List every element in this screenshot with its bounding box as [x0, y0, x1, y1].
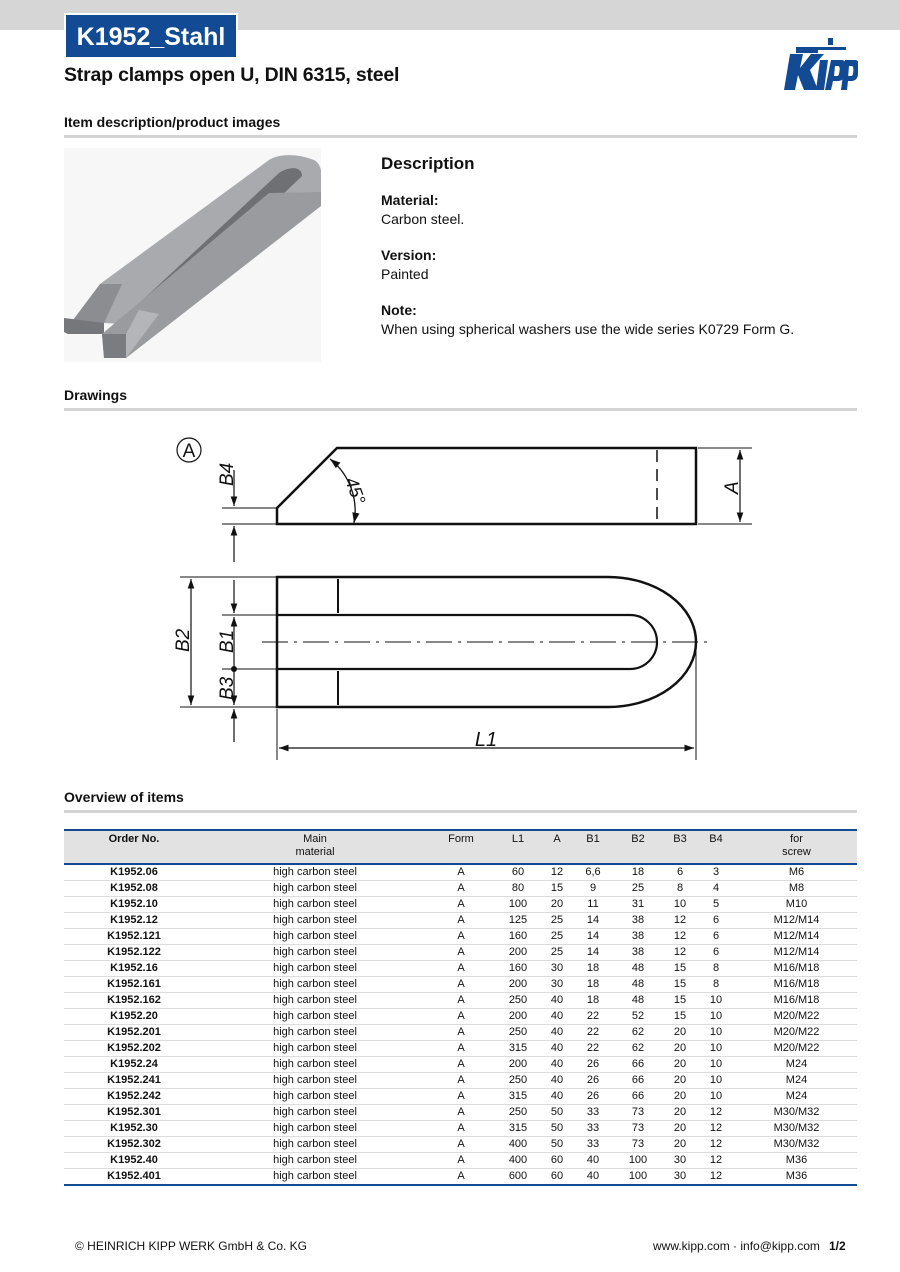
cell-form: A — [426, 993, 496, 1009]
cell-b3: 30 — [664, 1169, 696, 1186]
table-row — [64, 1105, 857, 1121]
cell-l1: 160 — [496, 961, 540, 977]
cell-b2: 66 — [612, 1057, 664, 1073]
cell-b1: 14 — [574, 945, 612, 961]
dim-b3-label: B3 — [217, 676, 238, 700]
cell-form: A — [426, 929, 496, 945]
cell-order-no: K1952.121 — [64, 929, 204, 945]
cell-order-no: K1952.242 — [64, 1089, 204, 1105]
cell-b2: 38 — [612, 913, 664, 929]
section-divider — [64, 135, 857, 138]
cell-material: high carbon steel — [204, 1153, 426, 1169]
cell-b1: 33 — [574, 1137, 612, 1153]
cell-screw: M30/M32 — [736, 1137, 857, 1153]
cell-material: high carbon steel — [204, 864, 426, 881]
material-value: Carbon steel. — [381, 211, 465, 227]
cell-b1: 6,6 — [574, 864, 612, 881]
cell-material: high carbon steel — [204, 961, 426, 977]
cell-b4: 6 — [696, 945, 736, 961]
table-row — [64, 1073, 857, 1089]
col-l1: L1 — [496, 830, 540, 864]
cell-a: 50 — [540, 1105, 574, 1121]
cell-a: 30 — [540, 961, 574, 977]
form-a-label: A — [182, 441, 196, 462]
table-header-row — [64, 830, 857, 864]
table-row — [64, 977, 857, 993]
table-row — [64, 1057, 857, 1073]
cell-b2: 73 — [612, 1137, 664, 1153]
cell-screw: M20/M22 — [736, 1041, 857, 1057]
cell-b1: 40 — [574, 1153, 612, 1169]
cell-a: 40 — [540, 1025, 574, 1041]
cell-screw: M24 — [736, 1073, 857, 1089]
cell-form: A — [426, 1073, 496, 1089]
cell-l1: 60 — [496, 864, 540, 881]
cell-a: 20 — [540, 897, 574, 913]
cell-material: high carbon steel — [204, 1105, 426, 1121]
cell-a: 30 — [540, 977, 574, 993]
table-row — [64, 881, 857, 897]
cell-form: A — [426, 945, 496, 961]
cell-b2: 38 — [612, 945, 664, 961]
cell-material: high carbon steel — [204, 993, 426, 1009]
cell-l1: 200 — [496, 1057, 540, 1073]
cell-screw: M10 — [736, 897, 857, 913]
cell-order-no: K1952.162 — [64, 993, 204, 1009]
cell-b3: 12 — [664, 945, 696, 961]
cell-form: A — [426, 864, 496, 881]
cell-screw: M30/M32 — [736, 1121, 857, 1137]
cell-b4: 8 — [696, 961, 736, 977]
cell-b4: 12 — [696, 1169, 736, 1186]
cell-a: 50 — [540, 1121, 574, 1137]
cell-order-no: K1952.30 — [64, 1121, 204, 1137]
cell-b3: 12 — [664, 929, 696, 945]
col-for-screw: for screw — [736, 830, 857, 864]
cell-b2: 52 — [612, 1009, 664, 1025]
cell-b1: 26 — [574, 1057, 612, 1073]
cell-material: high carbon steel — [204, 1073, 426, 1089]
cell-a: 50 — [540, 1137, 574, 1153]
cell-order-no: K1952.16 — [64, 961, 204, 977]
cell-screw: M6 — [736, 864, 857, 881]
section-heading-drawings: Drawings — [64, 387, 128, 403]
cell-b2: 62 — [612, 1025, 664, 1041]
table-row — [64, 1025, 857, 1041]
cell-a: 25 — [540, 913, 574, 929]
cell-b4: 3 — [696, 864, 736, 881]
page-title: Strap clamps open U, DIN 6315, steel — [64, 64, 400, 86]
cell-b3: 15 — [664, 977, 696, 993]
cell-screw: M20/M22 — [736, 1025, 857, 1041]
cell-material: high carbon steel — [204, 913, 426, 929]
cell-order-no: K1952.08 — [64, 881, 204, 897]
cell-b3: 20 — [664, 1137, 696, 1153]
cell-b3: 8 — [664, 881, 696, 897]
cell-b4: 5 — [696, 897, 736, 913]
cell-b1: 22 — [574, 1009, 612, 1025]
cell-order-no: K1952.161 — [64, 977, 204, 993]
table-row — [64, 1041, 857, 1057]
items-table — [64, 829, 857, 1186]
table-row — [64, 1137, 857, 1153]
table-row — [64, 1089, 857, 1105]
cell-screw: M20/M22 — [736, 1009, 857, 1025]
version-label: Version: — [381, 247, 437, 263]
cell-l1: 250 — [496, 1025, 540, 1041]
cell-a: 60 — [540, 1169, 574, 1186]
cell-l1: 315 — [496, 1041, 540, 1057]
cell-b3: 20 — [664, 1121, 696, 1137]
cell-b4: 10 — [696, 1009, 736, 1025]
cell-a: 15 — [540, 881, 574, 897]
dim-b1-label: B1 — [217, 629, 238, 653]
cell-b2: 100 — [612, 1169, 664, 1186]
cell-screw: M16/M18 — [736, 977, 857, 993]
table-row — [64, 961, 857, 977]
col-a: A — [540, 830, 574, 864]
col-b3: B3 — [664, 830, 696, 864]
description-heading: Description — [381, 154, 475, 173]
cell-b3: 20 — [664, 1057, 696, 1073]
cell-screw: M8 — [736, 881, 857, 897]
cell-material: high carbon steel — [204, 1137, 426, 1153]
cell-b3: 10 — [664, 897, 696, 913]
cell-material: high carbon steel — [204, 929, 426, 945]
cell-screw: M16/M18 — [736, 993, 857, 1009]
cell-form: A — [426, 1137, 496, 1153]
description-panel — [381, 154, 851, 357]
table-row — [64, 993, 857, 1009]
cell-b4: 10 — [696, 993, 736, 1009]
cell-b3: 20 — [664, 1025, 696, 1041]
cell-material: high carbon steel — [204, 945, 426, 961]
table-row — [64, 1009, 857, 1025]
cell-l1: 80 — [496, 881, 540, 897]
cell-b3: 15 — [664, 961, 696, 977]
cell-b1: 40 — [574, 1169, 612, 1186]
cell-b3: 20 — [664, 1073, 696, 1089]
cell-a: 25 — [540, 929, 574, 945]
cell-form: A — [426, 913, 496, 929]
cell-form: A — [426, 1105, 496, 1121]
side-view-outline — [277, 448, 696, 524]
material-label: Material: — [381, 192, 439, 208]
cell-screw: M12/M14 — [736, 929, 857, 945]
cell-material: high carbon steel — [204, 1025, 426, 1041]
cell-a: 40 — [540, 1009, 574, 1025]
cell-b2: 48 — [612, 961, 664, 977]
cell-order-no: K1952.24 — [64, 1057, 204, 1073]
cell-screw: M12/M14 — [736, 945, 857, 961]
cell-b4: 12 — [696, 1121, 736, 1137]
cell-b4: 10 — [696, 1089, 736, 1105]
cell-form: A — [426, 1041, 496, 1057]
kipp-logo-icon — [784, 38, 858, 92]
cell-l1: 200 — [496, 977, 540, 993]
cell-b3: 6 — [664, 864, 696, 881]
dim-l1-label: L1 — [474, 729, 498, 751]
cell-b2: 62 — [612, 1041, 664, 1057]
footer-page-number: 1/2 — [829, 1239, 846, 1253]
cell-screw: M24 — [736, 1089, 857, 1105]
cell-b4: 12 — [696, 1153, 736, 1169]
cell-screw: M24 — [736, 1057, 857, 1073]
cell-b1: 11 — [574, 897, 612, 913]
cell-form: A — [426, 1089, 496, 1105]
cell-b3: 20 — [664, 1089, 696, 1105]
cell-material: high carbon steel — [204, 897, 426, 913]
cell-b4: 6 — [696, 913, 736, 929]
cell-b2: 73 — [612, 1105, 664, 1121]
section-divider — [64, 810, 857, 813]
cell-form: A — [426, 1025, 496, 1041]
cell-form: A — [426, 1057, 496, 1073]
cell-l1: 315 — [496, 1089, 540, 1105]
cell-order-no: K1952.202 — [64, 1041, 204, 1057]
cell-a: 40 — [540, 1089, 574, 1105]
cell-form: A — [426, 1121, 496, 1137]
dim-b4-label: B4 — [217, 462, 238, 486]
cell-b4: 6 — [696, 929, 736, 945]
cell-a: 25 — [540, 945, 574, 961]
cell-screw: M36 — [736, 1169, 857, 1186]
cell-b4: 10 — [696, 1073, 736, 1089]
cell-l1: 250 — [496, 1073, 540, 1089]
cell-a: 12 — [540, 864, 574, 881]
cell-l1: 600 — [496, 1169, 540, 1186]
section-heading-overview: Overview of items — [64, 789, 184, 805]
cell-l1: 160 — [496, 929, 540, 945]
cell-order-no: K1952.302 — [64, 1137, 204, 1153]
cell-form: A — [426, 881, 496, 897]
cell-b1: 33 — [574, 1121, 612, 1137]
col-form: Form — [426, 830, 496, 864]
table-row — [64, 864, 857, 881]
cell-a: 40 — [540, 1057, 574, 1073]
cell-b1: 18 — [574, 961, 612, 977]
section-divider — [64, 408, 857, 411]
cell-b2: 66 — [612, 1089, 664, 1105]
col-b2: B2 — [612, 830, 664, 864]
strap-clamp-product-image — [64, 148, 321, 362]
cell-form: A — [426, 897, 496, 913]
cell-b2: 48 — [612, 977, 664, 993]
cell-b2: 25 — [612, 881, 664, 897]
cell-b1: 9 — [574, 881, 612, 897]
table-row — [64, 1153, 857, 1169]
cell-l1: 200 — [496, 945, 540, 961]
cell-b3: 12 — [664, 913, 696, 929]
cell-b3: 15 — [664, 1009, 696, 1025]
cell-a: 40 — [540, 993, 574, 1009]
cell-b2: 38 — [612, 929, 664, 945]
note-value: When using spherical washers use the wide series K0729 Form G. — [381, 321, 795, 337]
col-order-no: Order No. — [64, 830, 204, 864]
version-value: Painted — [381, 266, 429, 282]
cell-form: A — [426, 1009, 496, 1025]
angle-label: 45° — [341, 474, 370, 507]
cell-b2: 48 — [612, 993, 664, 1009]
dim-a-label: A — [722, 481, 743, 494]
dim-b2-label: B2 — [173, 628, 194, 652]
cell-order-no: K1952.10 — [64, 897, 204, 913]
cell-material: high carbon steel — [204, 1169, 426, 1186]
table-row — [64, 1121, 857, 1137]
cell-b1: 33 — [574, 1105, 612, 1121]
cell-a: 60 — [540, 1153, 574, 1169]
cell-b1: 26 — [574, 1089, 612, 1105]
cell-b4: 10 — [696, 1025, 736, 1041]
cell-b2: 31 — [612, 897, 664, 913]
cell-material: high carbon steel — [204, 977, 426, 993]
cell-order-no: K1952.201 — [64, 1025, 204, 1041]
cell-l1: 315 — [496, 1121, 540, 1137]
cell-order-no: K1952.122 — [64, 945, 204, 961]
cell-order-no: K1952.06 — [64, 864, 204, 881]
col-b4: B4 — [696, 830, 736, 864]
cell-b2: 66 — [612, 1073, 664, 1089]
cell-l1: 400 — [496, 1153, 540, 1169]
col-b1: B1 — [574, 830, 612, 864]
cell-b4: 10 — [696, 1057, 736, 1073]
cell-b4: 12 — [696, 1137, 736, 1153]
footer-copyright: © HEINRICH KIPP WERK GmbH & Co. KG — [75, 1239, 307, 1253]
cell-form: A — [426, 961, 496, 977]
footer-contact: www.kipp.com · info@kipp.com — [653, 1239, 820, 1253]
cell-l1: 250 — [496, 993, 540, 1009]
cell-b4: 10 — [696, 1041, 736, 1057]
cell-l1: 250 — [496, 1105, 540, 1121]
cell-form: A — [426, 977, 496, 993]
cell-material: high carbon steel — [204, 1121, 426, 1137]
cell-b2: 18 — [612, 864, 664, 881]
cell-b1: 22 — [574, 1025, 612, 1041]
cell-b1: 18 — [574, 977, 612, 993]
technical-drawing — [160, 425, 760, 770]
cell-order-no: K1952.241 — [64, 1073, 204, 1089]
cell-b4: 4 — [696, 881, 736, 897]
table-row — [64, 929, 857, 945]
cell-b3: 20 — [664, 1105, 696, 1121]
cell-b3: 20 — [664, 1041, 696, 1057]
cell-b1: 26 — [574, 1073, 612, 1089]
cell-b2: 100 — [612, 1153, 664, 1169]
cell-b4: 12 — [696, 1105, 736, 1121]
cell-l1: 125 — [496, 913, 540, 929]
product-code-tag: K1952_Stahl — [64, 13, 238, 57]
cell-order-no: K1952.401 — [64, 1169, 204, 1186]
table-row — [64, 897, 857, 913]
cell-a: 40 — [540, 1073, 574, 1089]
cell-b3: 15 — [664, 993, 696, 1009]
section-heading-images: Item description/product images — [64, 114, 281, 130]
cell-screw: M16/M18 — [736, 961, 857, 977]
cell-form: A — [426, 1169, 496, 1186]
cell-material: high carbon steel — [204, 1057, 426, 1073]
cell-screw: M36 — [736, 1153, 857, 1169]
cell-b2: 73 — [612, 1121, 664, 1137]
cell-material: high carbon steel — [204, 881, 426, 897]
cell-screw: M12/M14 — [736, 913, 857, 929]
cell-l1: 100 — [496, 897, 540, 913]
table-row — [64, 913, 857, 929]
cell-order-no: K1952.20 — [64, 1009, 204, 1025]
cell-order-no: K1952.40 — [64, 1153, 204, 1169]
cell-b4: 8 — [696, 977, 736, 993]
cell-b1: 14 — [574, 913, 612, 929]
cell-l1: 200 — [496, 1009, 540, 1025]
cell-b3: 30 — [664, 1153, 696, 1169]
cell-b1: 22 — [574, 1041, 612, 1057]
cell-l1: 400 — [496, 1137, 540, 1153]
cell-material: high carbon steel — [204, 1089, 426, 1105]
table-row — [64, 945, 857, 961]
cell-material: high carbon steel — [204, 1009, 426, 1025]
cell-material: high carbon steel — [204, 1041, 426, 1057]
cell-screw: M30/M32 — [736, 1105, 857, 1121]
cell-form: A — [426, 1153, 496, 1169]
cell-a: 40 — [540, 1041, 574, 1057]
table-row — [64, 1169, 857, 1186]
cell-b1: 18 — [574, 993, 612, 1009]
col-main-material: Main material — [204, 830, 426, 864]
cell-b1: 14 — [574, 929, 612, 945]
cell-order-no: K1952.301 — [64, 1105, 204, 1121]
note-label: Note: — [381, 302, 417, 318]
cell-order-no: K1952.12 — [64, 913, 204, 929]
